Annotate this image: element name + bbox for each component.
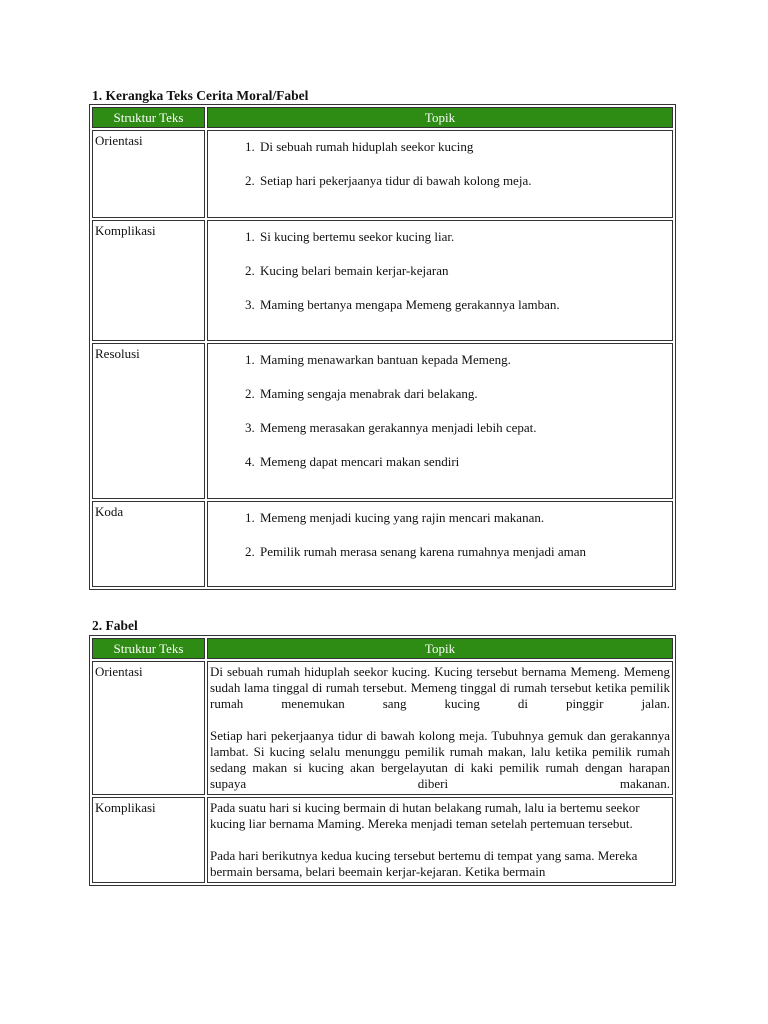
row-topic — [207, 501, 673, 587]
topic-list — [210, 510, 670, 560]
row-label: Koda — [92, 501, 205, 587]
row-topic — [207, 130, 673, 218]
topic-list — [210, 139, 670, 189]
fable-table — [89, 635, 676, 886]
section-1-title: 1. Kerangka Teks Cerita Moral/Fabel — [92, 88, 309, 103]
row-topic — [207, 797, 673, 883]
table-header-row — [92, 107, 673, 128]
row-topic — [207, 661, 673, 795]
table-row-komplikasi — [92, 797, 673, 883]
section-2-title: 2. Fabel — [92, 618, 138, 633]
row-label: Resolusi — [92, 343, 205, 499]
header-struktur-teks: Struktur Teks — [92, 107, 205, 128]
list-item: 2. Kucing belari bemain kerjar-kejaran — [258, 263, 670, 279]
list-item: 2. Setiap hari pekerjaanya tidur di bawah kolong meja. — [258, 173, 670, 189]
list-item: 1. Si kucing bertemu seekor kucing liar. — [258, 229, 670, 245]
list-item: 3. Memeng merasakan gerakannya menjadi lebih cepat. — [258, 420, 670, 436]
paragraph: Pada hari berikutnya kedua kucing tersebut bertemu di tempat yang sama. Mereka bermain bersama, belari beemain kerjar-kejaran. Ketika bermain — [210, 848, 638, 879]
list-item: 1. Maming menawarkan bantuan kepada Memeng. — [258, 352, 670, 368]
table-row-koda — [92, 501, 673, 587]
list-item: 1. Di sebuah rumah hiduplah seekor kucing — [258, 139, 670, 155]
table-row-orientasi — [92, 661, 673, 795]
header-topik: Topik — [207, 638, 673, 659]
table-header-row — [92, 638, 673, 659]
paragraph: Di sebuah rumah hiduplah seekor kucing. Kucing tersebut bernama Memeng. Memeng sudah lama tinggal di rumah tersebut. Memeng tinggal di rumah tersebut ketika pemilik rumah menemukan sang kucing di pinggir jalan. — [210, 664, 670, 711]
table-row-orientasi — [92, 130, 673, 218]
paragraph: Setiap hari pekerjaanya tidur di bawah kolong meja. Tubuhnya gemuk dan gerakannya lambat. Si kucing selalu menunggu pemilik rumah makan, lalu ketika pemilik rumah sedang makan si kucing akan bergelayutan di kaki pemilik rumah dengan harapan supaya diberi makanan. — [210, 728, 670, 791]
row-label: Komplikasi — [92, 797, 205, 883]
table-row-resolusi — [92, 343, 673, 499]
table-row-komplikasi — [92, 220, 673, 341]
row-label: Orientasi — [92, 130, 205, 218]
list-item: 1. Memeng menjadi kucing yang rajin mencari makanan. — [258, 510, 670, 526]
paragraph: Pada suatu hari si kucing bermain di hutan belakang rumah, lalu ia bertemu seekor kucing liar bernama Maming. Mereka menjadi teman setelah pertemuan tersebut. — [210, 800, 640, 831]
list-item: 2. Pemilik rumah merasa senang karena rumahnya menjadi aman — [258, 544, 670, 560]
row-topic — [207, 343, 673, 499]
header-struktur-teks: Struktur Teks — [92, 638, 205, 659]
header-topik: Topik — [207, 107, 673, 128]
row-label: Komplikasi — [92, 220, 205, 341]
list-item: 2. Maming sengaja menabrak dari belakang. — [258, 386, 670, 402]
row-topic — [207, 220, 673, 341]
row-label: Orientasi — [92, 661, 205, 795]
topic-list — [210, 352, 670, 470]
list-item: 4. Memeng dapat mencari makan sendiri — [258, 454, 670, 470]
list-item: 3. Maming bertanya mengapa Memeng gerakannya lamban. — [258, 297, 670, 313]
topic-list — [210, 229, 670, 313]
outline-table — [89, 104, 676, 590]
